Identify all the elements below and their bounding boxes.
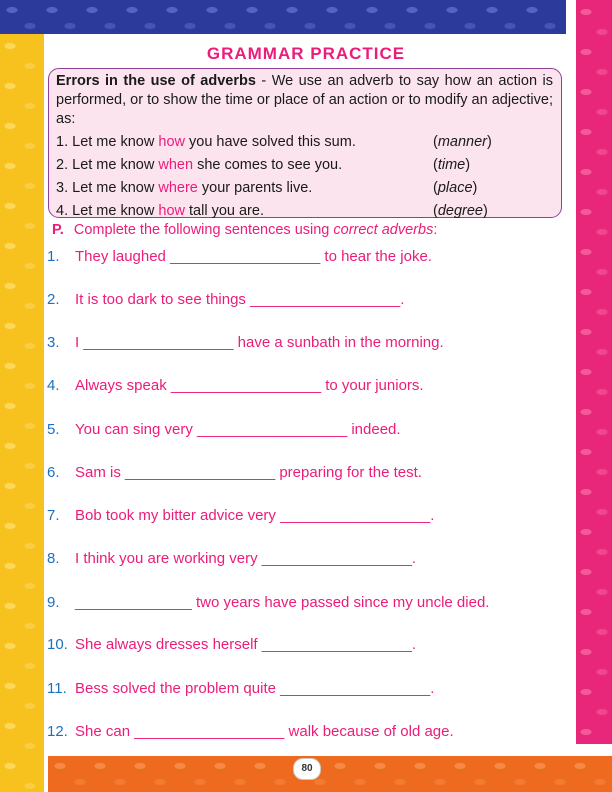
left-decorative-band [0,34,44,792]
question-number: 4. [47,377,60,394]
example-adverb: how [158,203,185,219]
question-text[interactable]: Bess solved the problem quite __________________. [75,680,435,697]
example-number: 1. [56,134,69,150]
question-text[interactable]: You can sing very __________________ indeed. [75,421,401,438]
info-intro [56,72,553,129]
example-after: tall you are. [184,203,264,219]
question-text[interactable]: It is too dark to see things __________________. [75,291,405,308]
example-before: Let me know [72,203,159,219]
example-before: Let me know [72,157,159,173]
question-text[interactable]: She always dresses herself __________________. [75,636,417,653]
bottom-decorative-band [48,756,612,792]
question-number: 5. [47,421,60,438]
exercise-instruction [52,222,437,238]
top-decorative-band [0,0,566,34]
example-number: 2. [56,157,69,173]
adverb-info-box [48,68,562,218]
question-number: 7. [47,507,60,524]
example-category: (manner) [433,134,492,150]
example-after: she comes to see you. [193,157,343,173]
question-number: 3. [47,334,60,351]
question-number: 9. [47,594,60,611]
example-number: 3. [56,180,69,196]
page-title: GRAMMAR PRACTICE [206,44,406,63]
question-number: 2. [47,291,60,308]
example-adverb: when [158,157,194,173]
example-category: (place) [433,180,478,196]
question-number: 12. [47,723,68,740]
example-row [56,154,553,177]
question-text[interactable]: I think you are working very __________________. [75,550,417,567]
instruction-italic: correct adverbs [333,222,434,238]
question-number: 1. [47,248,60,265]
example-number: 4. [56,203,69,219]
instruction-end: : [433,222,438,238]
question-text[interactable]: Sam is __________________ preparing for the test. [75,464,422,481]
instruction-text: Complete the following sentences using [73,222,334,238]
category-label: place [437,180,473,196]
example-row [56,200,553,223]
example-after: you have solved this sum. [184,134,356,150]
info-text: - We use an adverb to say how an action is performed, or to show the time or place of an action or to modify an adjective; as: [56,73,553,127]
info-heading: Errors in the use of adverbs [56,73,256,89]
question-text[interactable]: She can __________________ walk because of old age. [75,723,454,740]
question-number: 8. [47,550,60,567]
example-category: (time) [433,157,471,173]
question-text[interactable]: Always speak __________________ to your juniors. [75,377,424,394]
question-number: 6. [47,464,60,481]
page-number: 80 [293,758,321,780]
example-before: Let me know [72,180,159,196]
question-text[interactable]: They laughed __________________ to hear the joke. [75,248,432,265]
example-before: Let me know [72,134,159,150]
exercise-label: P. [52,222,64,238]
question-text[interactable]: Bob took my bitter advice very __________________. [75,507,435,524]
category-label: manner [437,134,488,150]
example-category: (degree) [433,203,488,219]
category-label: time [437,157,466,173]
question-number: 11. [47,680,67,697]
example-row [56,131,553,154]
question-text[interactable]: ______________ two years have passed since my uncle died. [75,594,490,611]
example-adverb: how [158,134,185,150]
example-adverb: where [158,180,198,196]
question-number: 10. [47,636,68,653]
example-after: your parents live. [197,180,313,196]
category-label: degree [437,203,483,219]
question-text[interactable]: I __________________ have a sunbath in the morning. [75,334,444,351]
right-decorative-band [576,0,612,744]
example-row [56,177,553,200]
